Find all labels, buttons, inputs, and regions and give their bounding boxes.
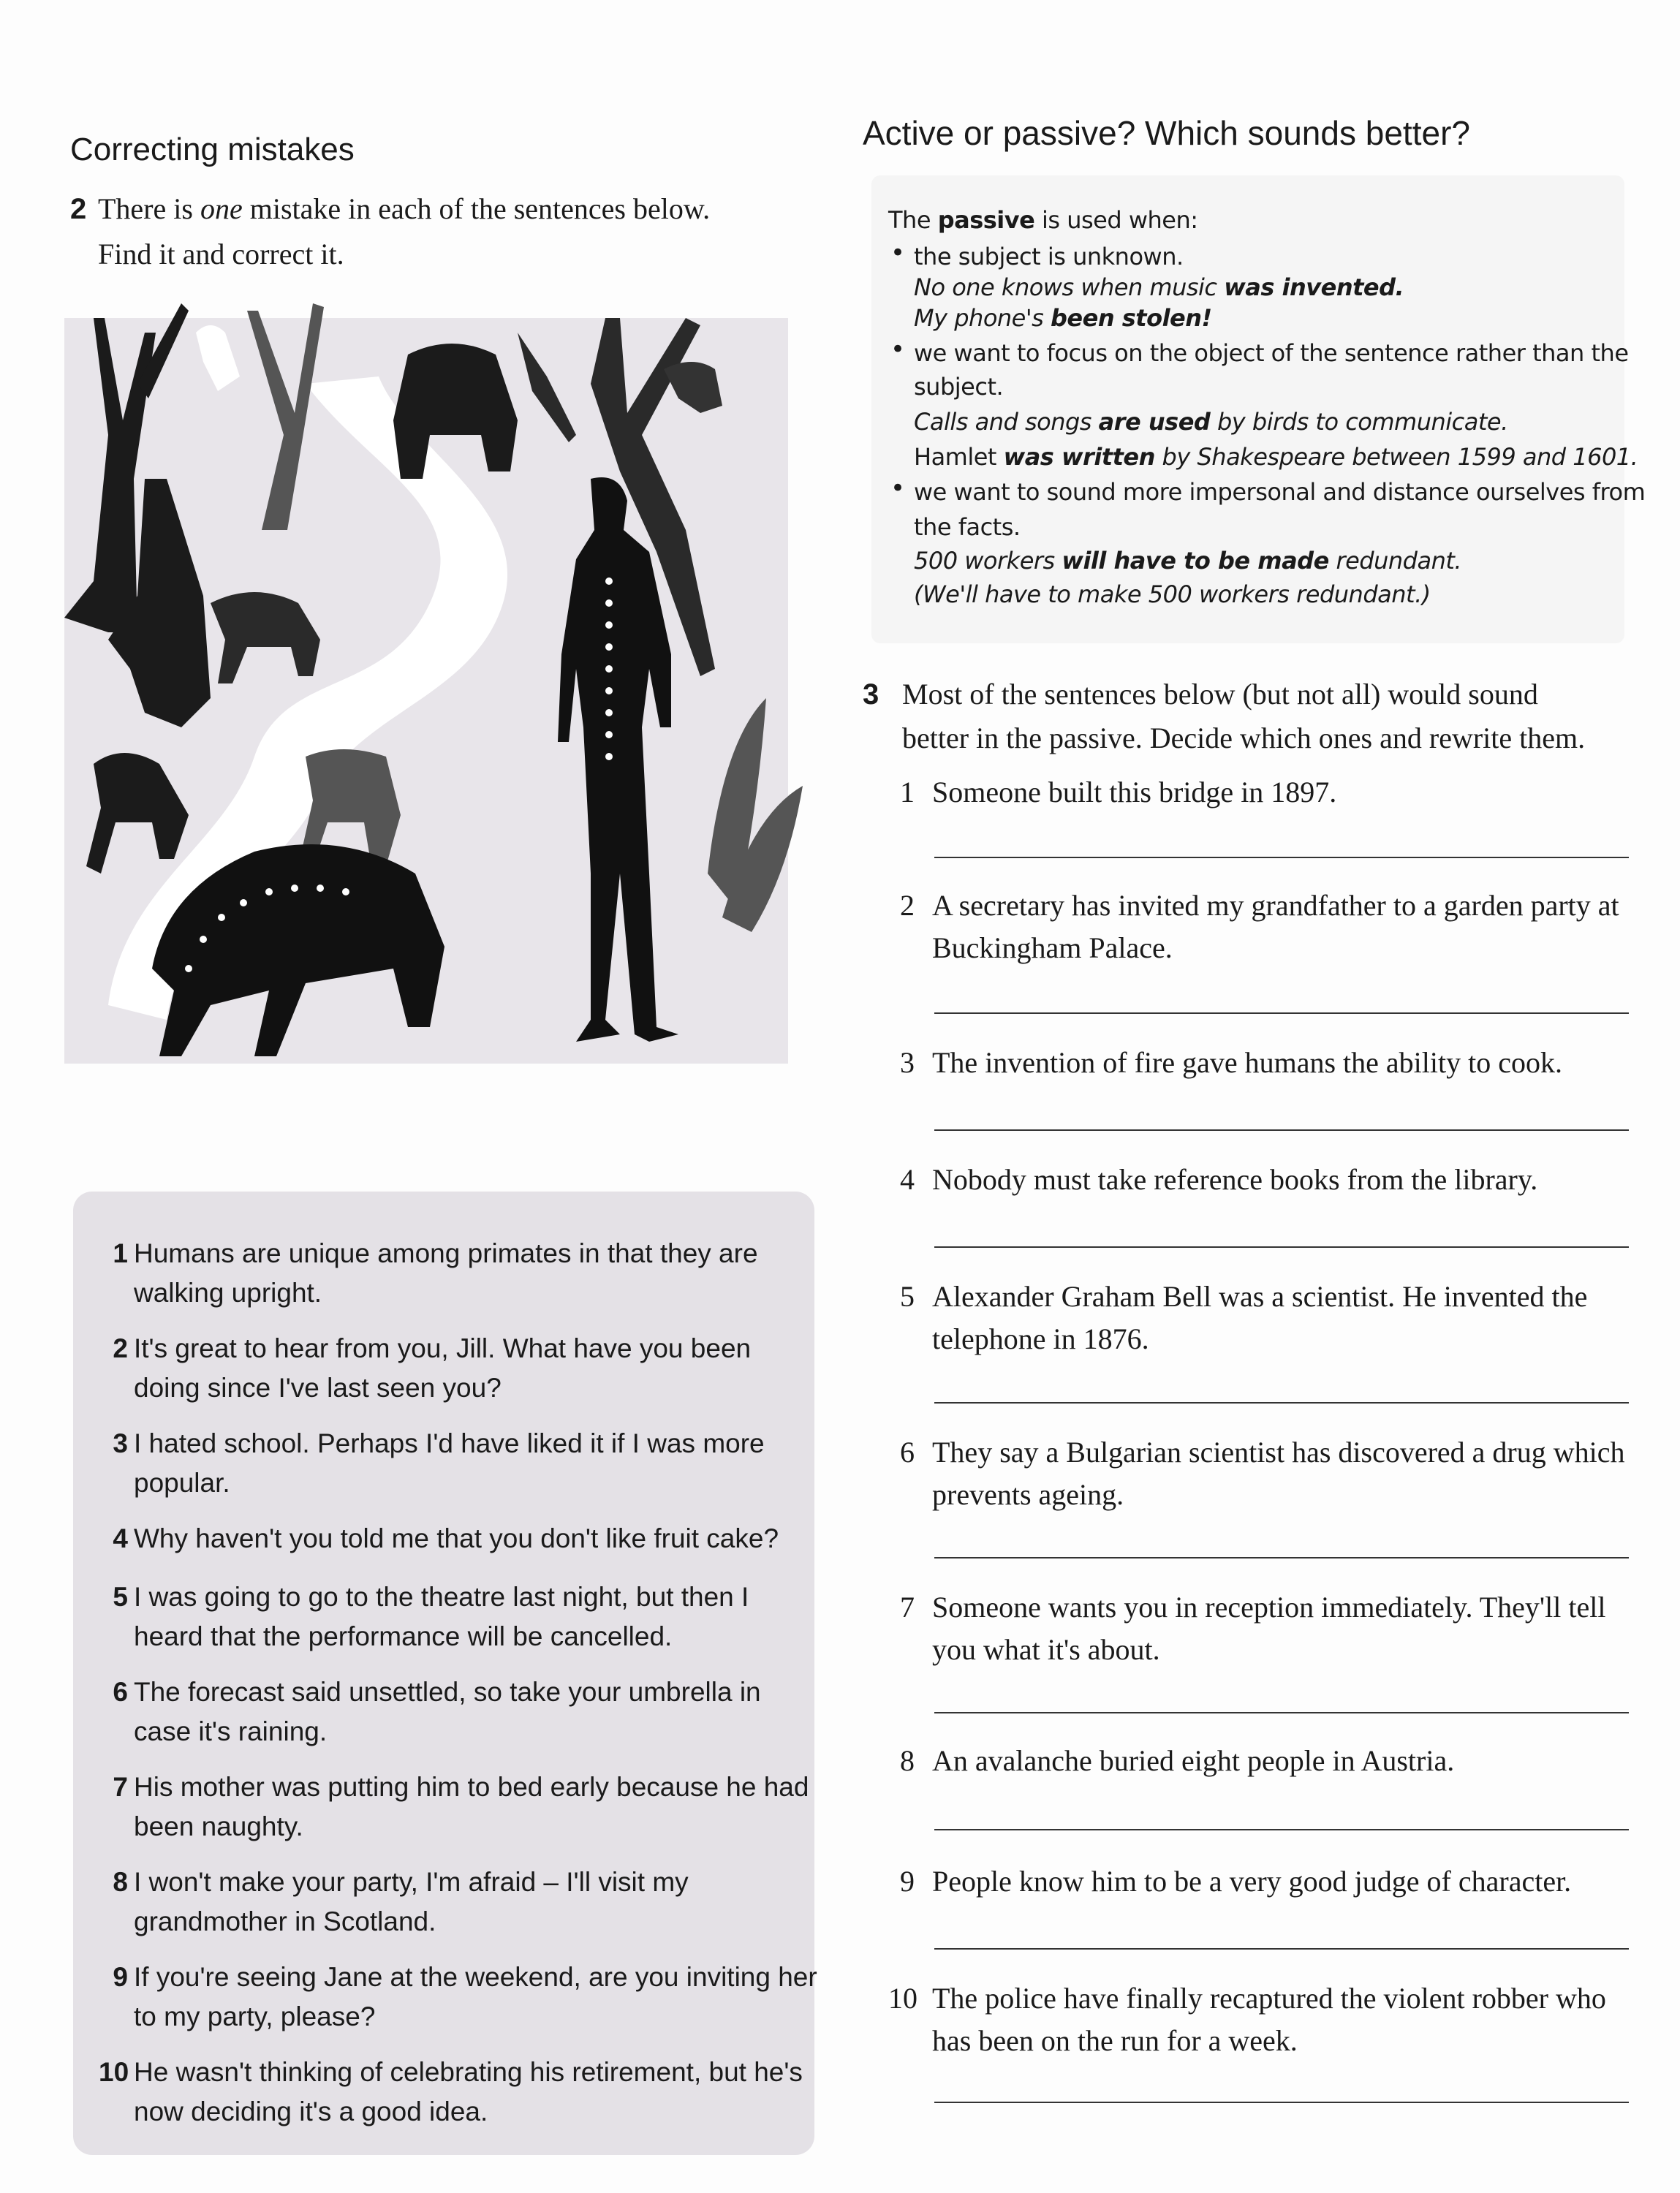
- item-number: 7: [900, 1591, 915, 1624]
- answer-line[interactable]: [934, 1012, 1629, 1014]
- answer-line[interactable]: [934, 1557, 1629, 1558]
- instruction-text: There is: [98, 192, 200, 225]
- example-text: No one knows when music: [914, 273, 1225, 301]
- list-item: [99, 1863, 822, 1942]
- sentence-item: [888, 1431, 1627, 1516]
- bullet-2-example-1: [914, 404, 1508, 440]
- bullet-icon: •: [890, 335, 906, 364]
- item-number: 10: [99, 2057, 129, 2087]
- list-item: [99, 1768, 822, 1847]
- item-text: The forecast said unsettled, so take your umbrella in case it's raining.: [134, 1677, 761, 1746]
- exercise-3-instruction: [863, 673, 1638, 760]
- list-item: [99, 1673, 822, 1751]
- item-text: I hated school. Perhaps I'd have liked it if I was more popular.: [134, 1428, 765, 1498]
- item-number: 9: [113, 1962, 128, 1992]
- intro-text: is used when:: [1034, 206, 1198, 234]
- list-item: [99, 1329, 822, 1408]
- item-number: 1: [900, 776, 915, 808]
- answer-line[interactable]: [934, 857, 1629, 858]
- sentence-item: [888, 1740, 1627, 1782]
- section-heading-active-or-passive: Active or passive? Which sounds better?: [863, 114, 1470, 152]
- item-number: 9: [900, 1865, 915, 1898]
- example-bold: been stolen!: [1051, 304, 1212, 332]
- item-text: He wasn't thinking of celebrating his retirement, but he's now deciding it's a good idea.: [134, 2057, 803, 2126]
- instruction-text: mistake in each of the sentences below.: [242, 192, 711, 225]
- instruction-text: Find it and correct it.: [98, 238, 344, 270]
- bullet-1-text: the subject is unknown.: [914, 243, 1184, 270]
- item-number: 5: [113, 1582, 128, 1612]
- item-number: 6: [113, 1677, 128, 1707]
- item-number: 8: [900, 1744, 915, 1777]
- example-text: Calls and songs: [914, 408, 1099, 436]
- item-number: 10: [888, 1982, 917, 2015]
- item-number: 1: [113, 1238, 128, 1268]
- item-number: 4: [900, 1163, 915, 1196]
- item-text: Nobody must take reference books from the library.: [932, 1163, 1538, 1196]
- item-text: Humans are unique among primates in that they are walking upright.: [134, 1238, 758, 1308]
- instruction-text: better in the passive. Decide which ones and rewrite them.: [902, 721, 1586, 754]
- bullet-icon: •: [890, 238, 906, 268]
- list-item: [99, 1234, 822, 1313]
- bullet-2-example-2: [914, 439, 1638, 475]
- item-number: 4: [113, 1523, 128, 1553]
- answer-line[interactable]: [934, 1129, 1629, 1131]
- item-text: A secretary has invited my grandfather to a garden party at Buckingham Palace.: [932, 889, 1619, 964]
- evolution-illustration: [64, 289, 817, 1217]
- instruction-text: Most of the sentences below (but not all) would sound: [902, 678, 1538, 711]
- sentence-item: [888, 885, 1627, 969]
- item-text: The police have finally recaptured the violent robber who has been on the run for a week.: [932, 1982, 1606, 2057]
- item-text: I won't make your party, I'm afraid – I'll visit my grandmother in Scotland.: [134, 1867, 689, 1936]
- list-item: [99, 1519, 852, 1558]
- section-heading-correcting-mistakes: Correcting mistakes: [70, 132, 355, 167]
- sentence-item: [888, 1586, 1627, 1671]
- item-text: Why haven't you told me that you don't like fruit cake?: [134, 1523, 779, 1553]
- example-text: redundant.: [1328, 547, 1462, 575]
- example-text: (We'll have to make 500 workers redundant.): [914, 580, 1431, 608]
- bullet-2-line-2: subject.: [914, 373, 1004, 401]
- sentence-item: [888, 1977, 1627, 2062]
- item-text: I was going to go to the theatre last night, but then I heard that the performance will be cancelled.: [134, 1582, 749, 1651]
- item-text: People know him to be a very good judge of character.: [932, 1865, 1572, 1898]
- exercise-number: 3: [863, 678, 879, 711]
- item-number: 5: [900, 1280, 915, 1313]
- exercise-number: 2: [70, 193, 87, 225]
- instruction-emphasis: one: [200, 192, 243, 225]
- item-text: If you're seeing Jane at the weekend, are you inviting her to my party, please?: [134, 1962, 817, 2031]
- item-text: An avalanche buried eight people in Austria.: [932, 1744, 1455, 1777]
- item-text: It's great to hear from you, Jill. What have you been doing since I've last seen you?: [134, 1333, 752, 1403]
- exercise-2-instruction: [70, 186, 772, 277]
- example-text: Hamlet: [914, 443, 1004, 471]
- bullet-3-line-1: we want to sound more impersonal and distance ourselves from: [914, 478, 1646, 506]
- bullet-3-line-2: the facts.: [914, 513, 1021, 541]
- answer-line[interactable]: [934, 1948, 1629, 1950]
- sentence-item: [888, 771, 1627, 814]
- example-text: 500 workers: [914, 547, 1062, 575]
- item-number: 2: [113, 1333, 128, 1363]
- item-text: His mother was putting him to bed early because he had been naughty.: [134, 1772, 809, 1841]
- answer-line[interactable]: [934, 1402, 1629, 1404]
- item-number: 7: [113, 1772, 128, 1802]
- answer-line[interactable]: [934, 1246, 1629, 1248]
- example-text: by Shakespeare between 1599 and 1601.: [1154, 443, 1638, 471]
- item-number: 6: [900, 1436, 915, 1469]
- bullet-2-line-1: we want to focus on the object of the sentence rather than the: [914, 339, 1629, 367]
- example-bold: are used: [1098, 408, 1211, 436]
- item-text: Alexander Graham Bell was a scientist. He invented the telephone in 1876.: [932, 1280, 1588, 1355]
- list-item: [99, 1424, 822, 1503]
- list-item: [99, 1577, 822, 1656]
- example-bold: was written: [1003, 443, 1155, 471]
- sentence-item: [888, 1276, 1627, 1360]
- passive-intro: [888, 202, 1198, 238]
- answer-line[interactable]: [934, 1829, 1629, 1830]
- bullet-3-example-1: [914, 542, 1461, 579]
- answer-line[interactable]: [934, 2102, 1629, 2103]
- example-bold: was invented.: [1224, 273, 1404, 301]
- bullet-icon: •: [890, 474, 906, 503]
- bullet-1-example-2: [914, 300, 1212, 336]
- list-item: [99, 1958, 822, 2037]
- sentence-item: [888, 1159, 1627, 1201]
- intro-text: The: [888, 206, 938, 234]
- item-number: 3: [900, 1046, 915, 1079]
- sentence-item: [888, 1860, 1627, 1903]
- example-text: by birds to communicate.: [1210, 408, 1508, 436]
- example-bold: will have to be made: [1062, 547, 1329, 575]
- bullet-3-example-2: [914, 576, 1431, 613]
- item-text: Someone wants you in reception immediately. They'll tell you what it's about.: [932, 1591, 1606, 1666]
- intro-bold: passive: [937, 206, 1035, 234]
- example-text: My phone's: [914, 304, 1051, 332]
- item-text: Someone built this bridge in 1897.: [932, 776, 1337, 808]
- answer-line[interactable]: [934, 1712, 1629, 1713]
- list-item: [99, 2053, 822, 2132]
- item-number: 2: [900, 889, 915, 922]
- item-number: 3: [113, 1428, 128, 1458]
- sentence-item: [888, 1042, 1627, 1084]
- item-text: They say a Bulgarian scientist has discovered a drug which prevents ageing.: [932, 1436, 1625, 1511]
- item-number: 8: [113, 1867, 128, 1897]
- item-text: The invention of fire gave humans the ability to cook.: [932, 1046, 1562, 1079]
